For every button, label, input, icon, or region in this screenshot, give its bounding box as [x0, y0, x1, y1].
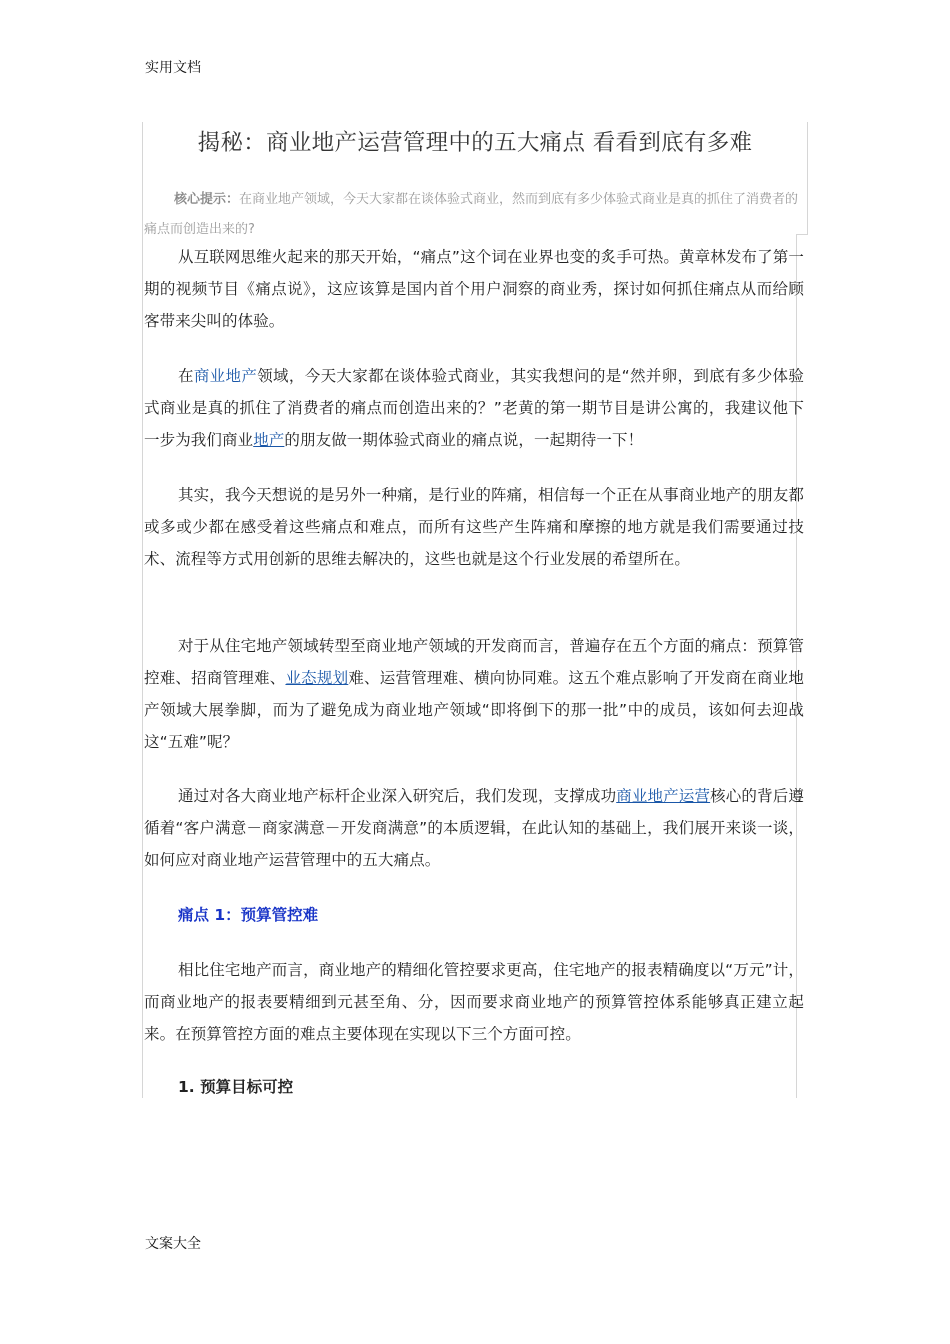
paragraph-2-text-c: 的朋友做一期体验式商业的痛点说，一起期待一下！ [284, 431, 644, 449]
paragraph-3: 其实，我今天想说的是另外一种痛，是行业的阵痛，相信每一个正在从事商业地产的朋友都或多或少都在感受着这些痛点和难点，而所有这些产生阵痛和摩擦的地方就是我们需要通过技术、流程等方式用创新的思维去解决的，这些也就是这个行业发展的希望所在。 [144, 486, 804, 568]
paragraph-4 [144, 630, 804, 758]
heading-1-block [144, 899, 804, 931]
paragraph-4-text-b: 难、运营管理难、横向协同难。这五个难点影响了开发商在商业地产领域大展拳脚，而为了避免成为商业地产领域“即将倒下的那一批”中的成员，该如何去迎战这“五难”呢？ [144, 669, 804, 751]
paragraph-6-block [144, 954, 804, 1050]
summary-text: 在商业地产领域，今天大家都在谈体验式商业，然而到底有多少体验式商业是真的抓住了消费者的痛点而创造出来的? [144, 192, 799, 237]
page-footer: 文案大全 [145, 1236, 201, 1252]
link-real-estate[interactable]: 地产 [253, 431, 285, 449]
paragraph-4-text-a: 对于从住宅地产领域转型至商业地产领域的开发商而言，普遍存在五个方面的痛点：预算管控难、招商管理难、 [144, 637, 804, 687]
paragraph-2-text-b: 领域，今天大家都在谈体验式商业，其实我想问的是“然并卵，到底有多少体验式商业是真的抓住了消费者的痛点而创造出来的？”老黄的第一期节目是讲公寓的，我建议他下一步为我们商业 [144, 367, 804, 449]
section-heading-pain-point-1: 痛点 1：预算管控难 [178, 906, 319, 924]
paragraph-5-text-b: 核心的背后遵循着“客户满意－商家满意－开发商满意”的本质逻辑，在此认知的基础上，我们展开来谈一谈，如何应对商业地产运营管理中的五大痛点。 [144, 787, 804, 869]
link-commercial-real-estate[interactable]: 商业地产 [193, 367, 258, 385]
paragraph-5 [144, 780, 804, 876]
sub-heading-budget-target: 1. 预算目标可控 [178, 1078, 294, 1096]
heading-2-block [144, 1071, 804, 1103]
paragraph-6: 相比住宅地产而言，商业地产的精细化管控要求更高，住宅地产的报表精确度以“万元”计，而商业地产的报表要精细到元甚至角、分，因而要求商业地产的预算管控体系能够真正建立起来。在预算管控方面的难点主要体现在实现以下三个方面可控。 [144, 961, 804, 1043]
frame-border-left [142, 122, 143, 1098]
paragraph-2 [144, 360, 804, 456]
link-format-planning[interactable]: 业态规划 [285, 669, 349, 687]
paragraph-5-block [144, 780, 804, 876]
paragraph-1-block [144, 241, 804, 337]
paragraph-4-block [144, 630, 804, 758]
article-title: 揭秘：商业地产运营管理中的五大痛点 看看到底有多难 [197, 130, 753, 156]
link-commercial-operations[interactable]: 商业地产运营 [616, 787, 711, 805]
paragraph-3-block [144, 479, 804, 575]
page-header: 实用文档 [145, 60, 201, 76]
summary-label: 核心提示： [174, 192, 240, 207]
paragraph-2-text-a: 在 [178, 367, 194, 385]
paragraph-2-block [144, 360, 804, 456]
article-summary [144, 185, 806, 245]
paragraph-5-text-a: 通过对各大商业地产标杆企业深入研究后，我们发现，支撑成功 [178, 787, 617, 805]
paragraph-1: 从互联网思维火起来的那天开始，“痛点”这个词在业界也变的炙手可热。黄章林发布了第一期的视频节目《痛点说》，这应该算是国内首个用户洞察的商业秀，探讨如何抓住痛点从而给顾客带来尖叫的体验。 [144, 248, 804, 330]
